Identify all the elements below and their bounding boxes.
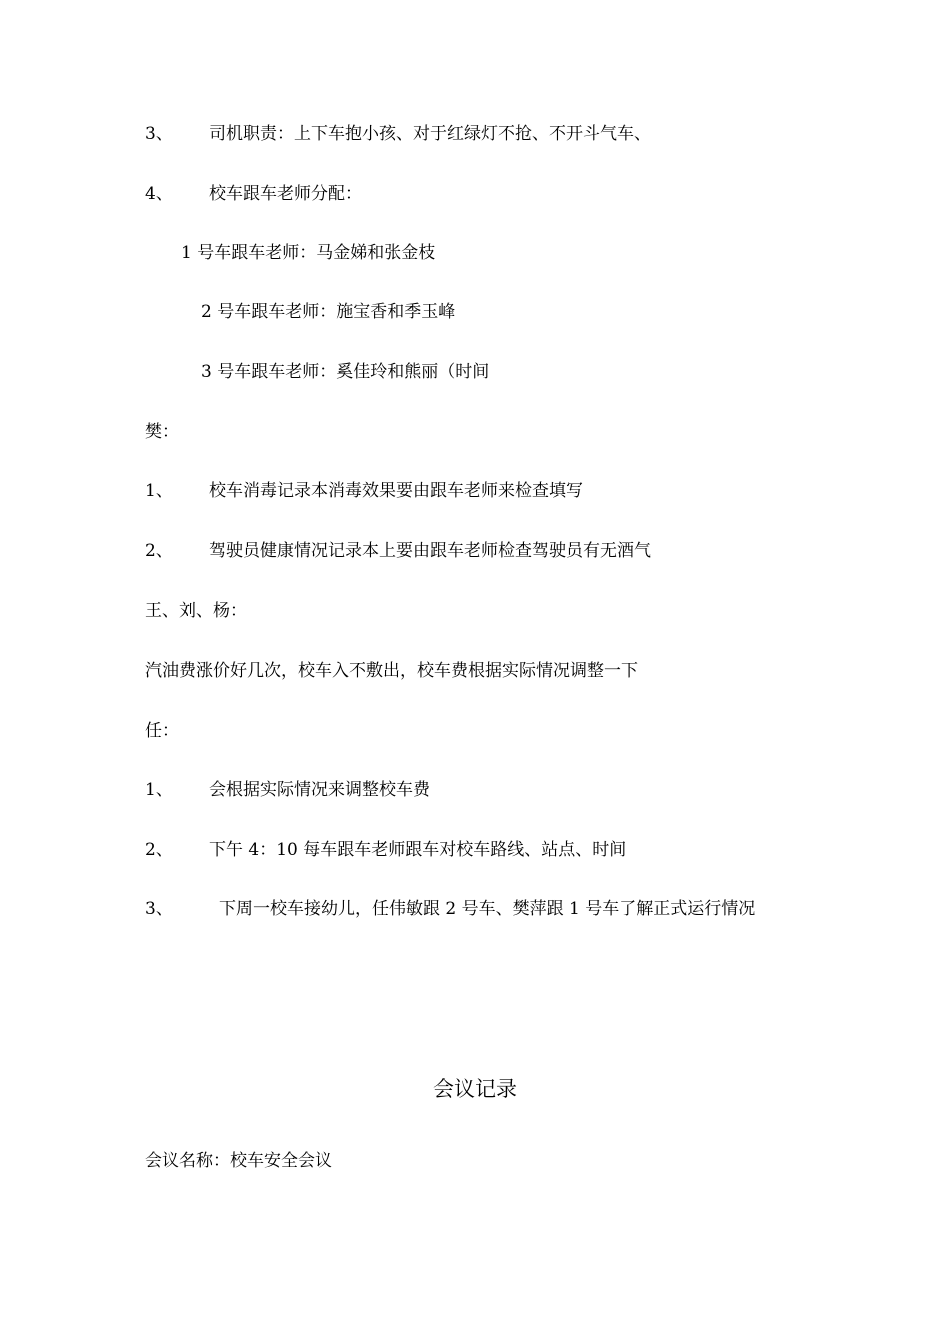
item-text: 下午 4：10 每车跟车老师跟车对校车路线、站点、时间	[209, 840, 627, 860]
item-number: 2、	[145, 840, 173, 860]
speaker-label: 樊：	[145, 422, 179, 442]
paragraph: 汽油费涨价好几次，校车入不敷出，校车费根据实际情况调整一下	[145, 661, 638, 681]
item-number: 4、	[145, 184, 173, 204]
item-text: 会根据实际情况来调整校车费	[209, 780, 430, 800]
list-item	[145, 780, 430, 800]
list-item	[145, 481, 583, 501]
speaker-label: 王、刘、杨：	[145, 601, 247, 621]
document-title: 会议记录	[433, 1077, 517, 1101]
item-text: 校车消毒记录本消毒效果要由跟车老师来检查填写	[209, 481, 583, 501]
list-item	[145, 124, 651, 144]
item-number: 3、	[145, 124, 173, 144]
bus3-assignment: 3 号车跟车老师：奚佳玲和熊丽（时间	[201, 362, 490, 382]
item-number: 1、	[145, 481, 173, 501]
bus2-assignment: 2 号车跟车老师：施宝香和季玉峰	[201, 302, 456, 322]
speaker-label: 任：	[145, 721, 179, 741]
item-number: 2、	[145, 541, 173, 561]
item-text: 校车跟车老师分配：	[209, 184, 362, 204]
list-item	[145, 541, 651, 561]
bus1-assignment: 1 号车跟车老师：马金娣和张金枝	[181, 243, 436, 263]
list-item	[145, 899, 755, 919]
item-number: 1、	[145, 780, 173, 800]
item-text: 驾驶员健康情况记录本上要由跟车老师检查驾驶员有无酒气	[209, 541, 651, 561]
item-text: 司机职责：上下车抱小孩、对于红绿灯不抢、不开斗气车、	[209, 124, 651, 144]
item-text: 下周一校车接幼儿，任伟敏跟 2 号车、樊萍跟 1 号车了解正式运行情况	[219, 899, 756, 919]
list-item	[145, 184, 362, 204]
list-item	[145, 840, 626, 860]
item-number: 3、	[145, 899, 173, 919]
meeting-name: 会议名称：校车安全会议	[145, 1151, 332, 1171]
